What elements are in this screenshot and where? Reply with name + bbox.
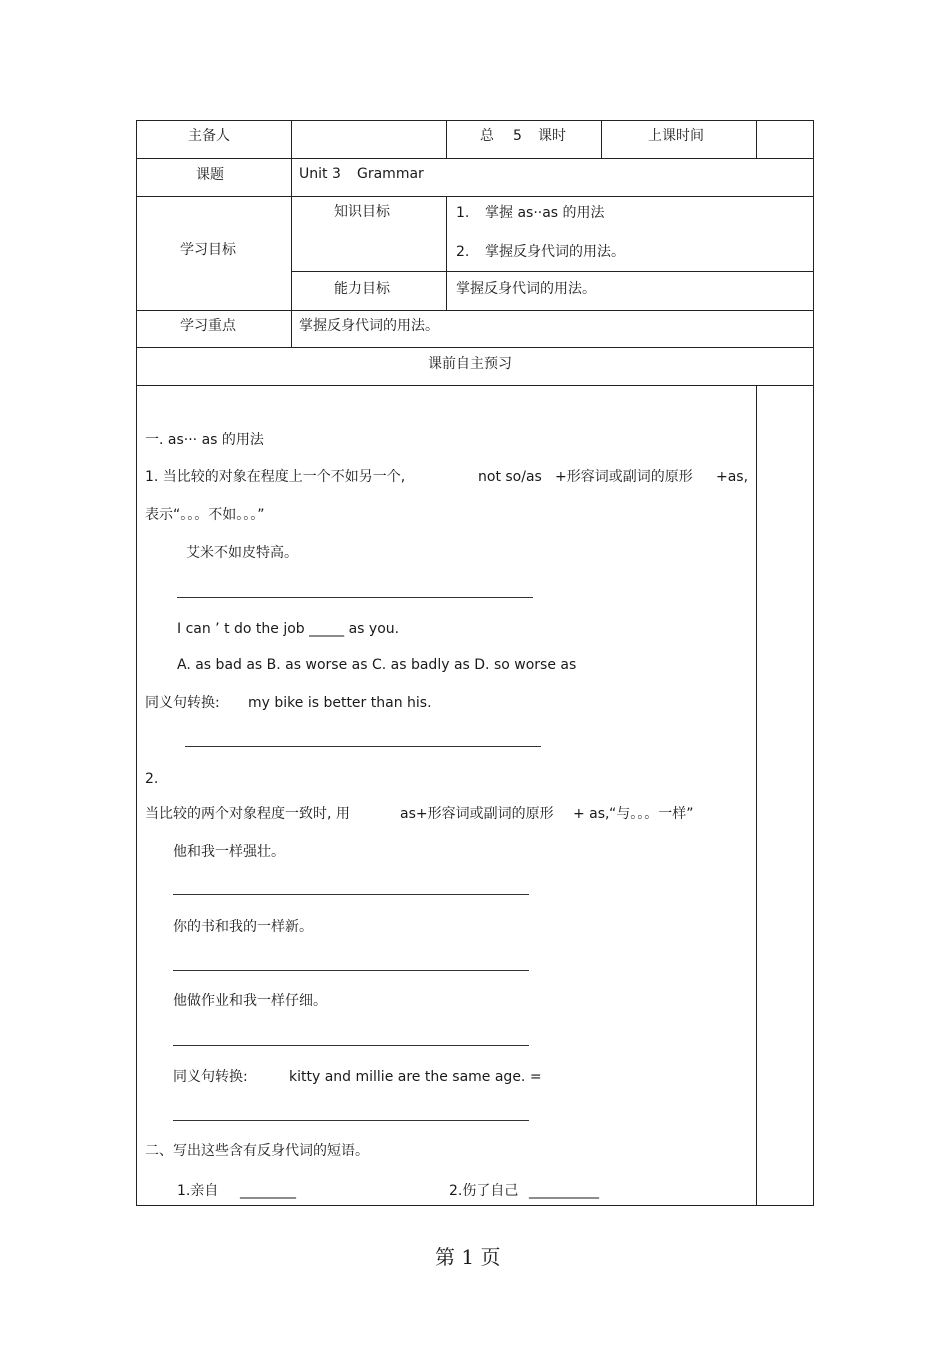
table-col-divider <box>291 120 292 348</box>
section2-title: 二、写出这些含有反身代词的短语。 <box>145 1143 369 1159</box>
ability-objective-text: 掌握反身代词的用法。 <box>456 281 596 297</box>
total-label: 总 <box>480 128 494 144</box>
answer-blank[interactable] <box>173 1045 529 1046</box>
table-row-divider <box>136 385 813 386</box>
topic-unit: Unit 3 <box>299 166 341 182</box>
table-col-divider <box>446 196 447 311</box>
rule1-text-end: +形容词或副词的原形 <box>555 469 693 485</box>
table-row-divider <box>136 310 813 311</box>
answer-blank[interactable] <box>185 746 541 747</box>
table-row-divider <box>136 196 813 197</box>
rule1-tail: +as, <box>716 469 749 485</box>
knowledge-objective-label: 知识目标 <box>334 204 390 220</box>
knowledge-item-number: 2. <box>456 244 470 260</box>
rule2-text-end: + as, <box>573 806 610 822</box>
knowledge-item: 掌握反身代词的用法。 <box>485 244 625 260</box>
total-number: 5 <box>513 128 522 144</box>
phrase-blank[interactable]: __________ <box>529 1183 599 1199</box>
table-border-left <box>136 120 137 1206</box>
table-row-divider <box>136 158 813 159</box>
transform-sentence: kitty and millie are the same age. = <box>289 1069 542 1085</box>
focus-label: 学习重点 <box>180 318 236 334</box>
rule1-text-start: 1. 当比较的对象在程度上一个不如另一个, <box>145 469 406 485</box>
table-row-divider <box>291 271 813 272</box>
example-sentence: 他做作业和我一样仔细。 <box>173 993 327 1009</box>
example-sentence: 你的书和我的一样新。 <box>173 919 313 935</box>
rule2-number: 2. <box>145 771 159 787</box>
topic-label: 课题 <box>196 167 224 183</box>
rule1-meaning: 表示“。。。不如。。。” <box>145 507 265 523</box>
phrase-item: 2.伤了自己 <box>449 1183 519 1199</box>
rule2-meaning: “与。。。一样” <box>609 806 694 822</box>
page-number: 第 1 页 <box>435 1245 501 1269</box>
transform-label: 同义句转换: <box>145 695 220 711</box>
table-row-divider <box>136 347 813 348</box>
answer-blank[interactable] <box>173 1120 529 1121</box>
rule2-text-start: 当比较的两个对象程度一致时, 用 <box>145 806 350 822</box>
preparer-label: 主备人 <box>188 128 230 144</box>
table-border-right <box>813 120 814 1206</box>
class-time-label: 上课时间 <box>648 128 704 144</box>
answer-blank[interactable] <box>177 597 533 598</box>
phrase-item: 1.亲自 <box>177 1183 219 1199</box>
table-col-divider <box>756 385 757 1206</box>
transform-sentence: my bike is better than his. <box>248 695 432 711</box>
table-border-bottom <box>136 1205 813 1206</box>
phrase-blank[interactable]: ________ <box>240 1183 296 1199</box>
knowledge-item-number: 1. <box>456 205 470 221</box>
answer-blank[interactable] <box>173 894 529 895</box>
example-sentence: 他和我一样强壮。 <box>173 844 285 860</box>
period-label: 课时 <box>538 128 566 144</box>
example-sentence: 艾米不如皮特高。 <box>186 545 298 561</box>
knowledge-item: 掌握 as··as 的用法 <box>485 205 605 221</box>
objectives-label: 学习目标 <box>180 242 236 258</box>
focus-text: 掌握反身代词的用法。 <box>299 318 439 334</box>
answer-blank[interactable] <box>173 970 529 971</box>
ability-objective-label: 能力目标 <box>334 281 390 297</box>
topic-value: Grammar <box>357 166 424 182</box>
table-col-divider <box>446 120 447 159</box>
question-options: A. as bad as B. as worse as C. as badly as D. so worse as <box>177 657 577 673</box>
preview-title: 课前自主预习 <box>428 356 512 372</box>
table-border-top <box>136 120 813 121</box>
rule2-structure: as+形容词或副词的原形 <box>400 806 554 822</box>
table-col-divider <box>601 120 602 159</box>
question-text: I can ’ t do the job _____ as you. <box>177 621 400 637</box>
table-col-divider <box>756 120 757 159</box>
section1-title: 一. as··· as 的用法 <box>145 432 264 448</box>
transform-label: 同义句转换: <box>173 1069 248 1085</box>
rule1-structure: not so/as <box>478 469 542 485</box>
